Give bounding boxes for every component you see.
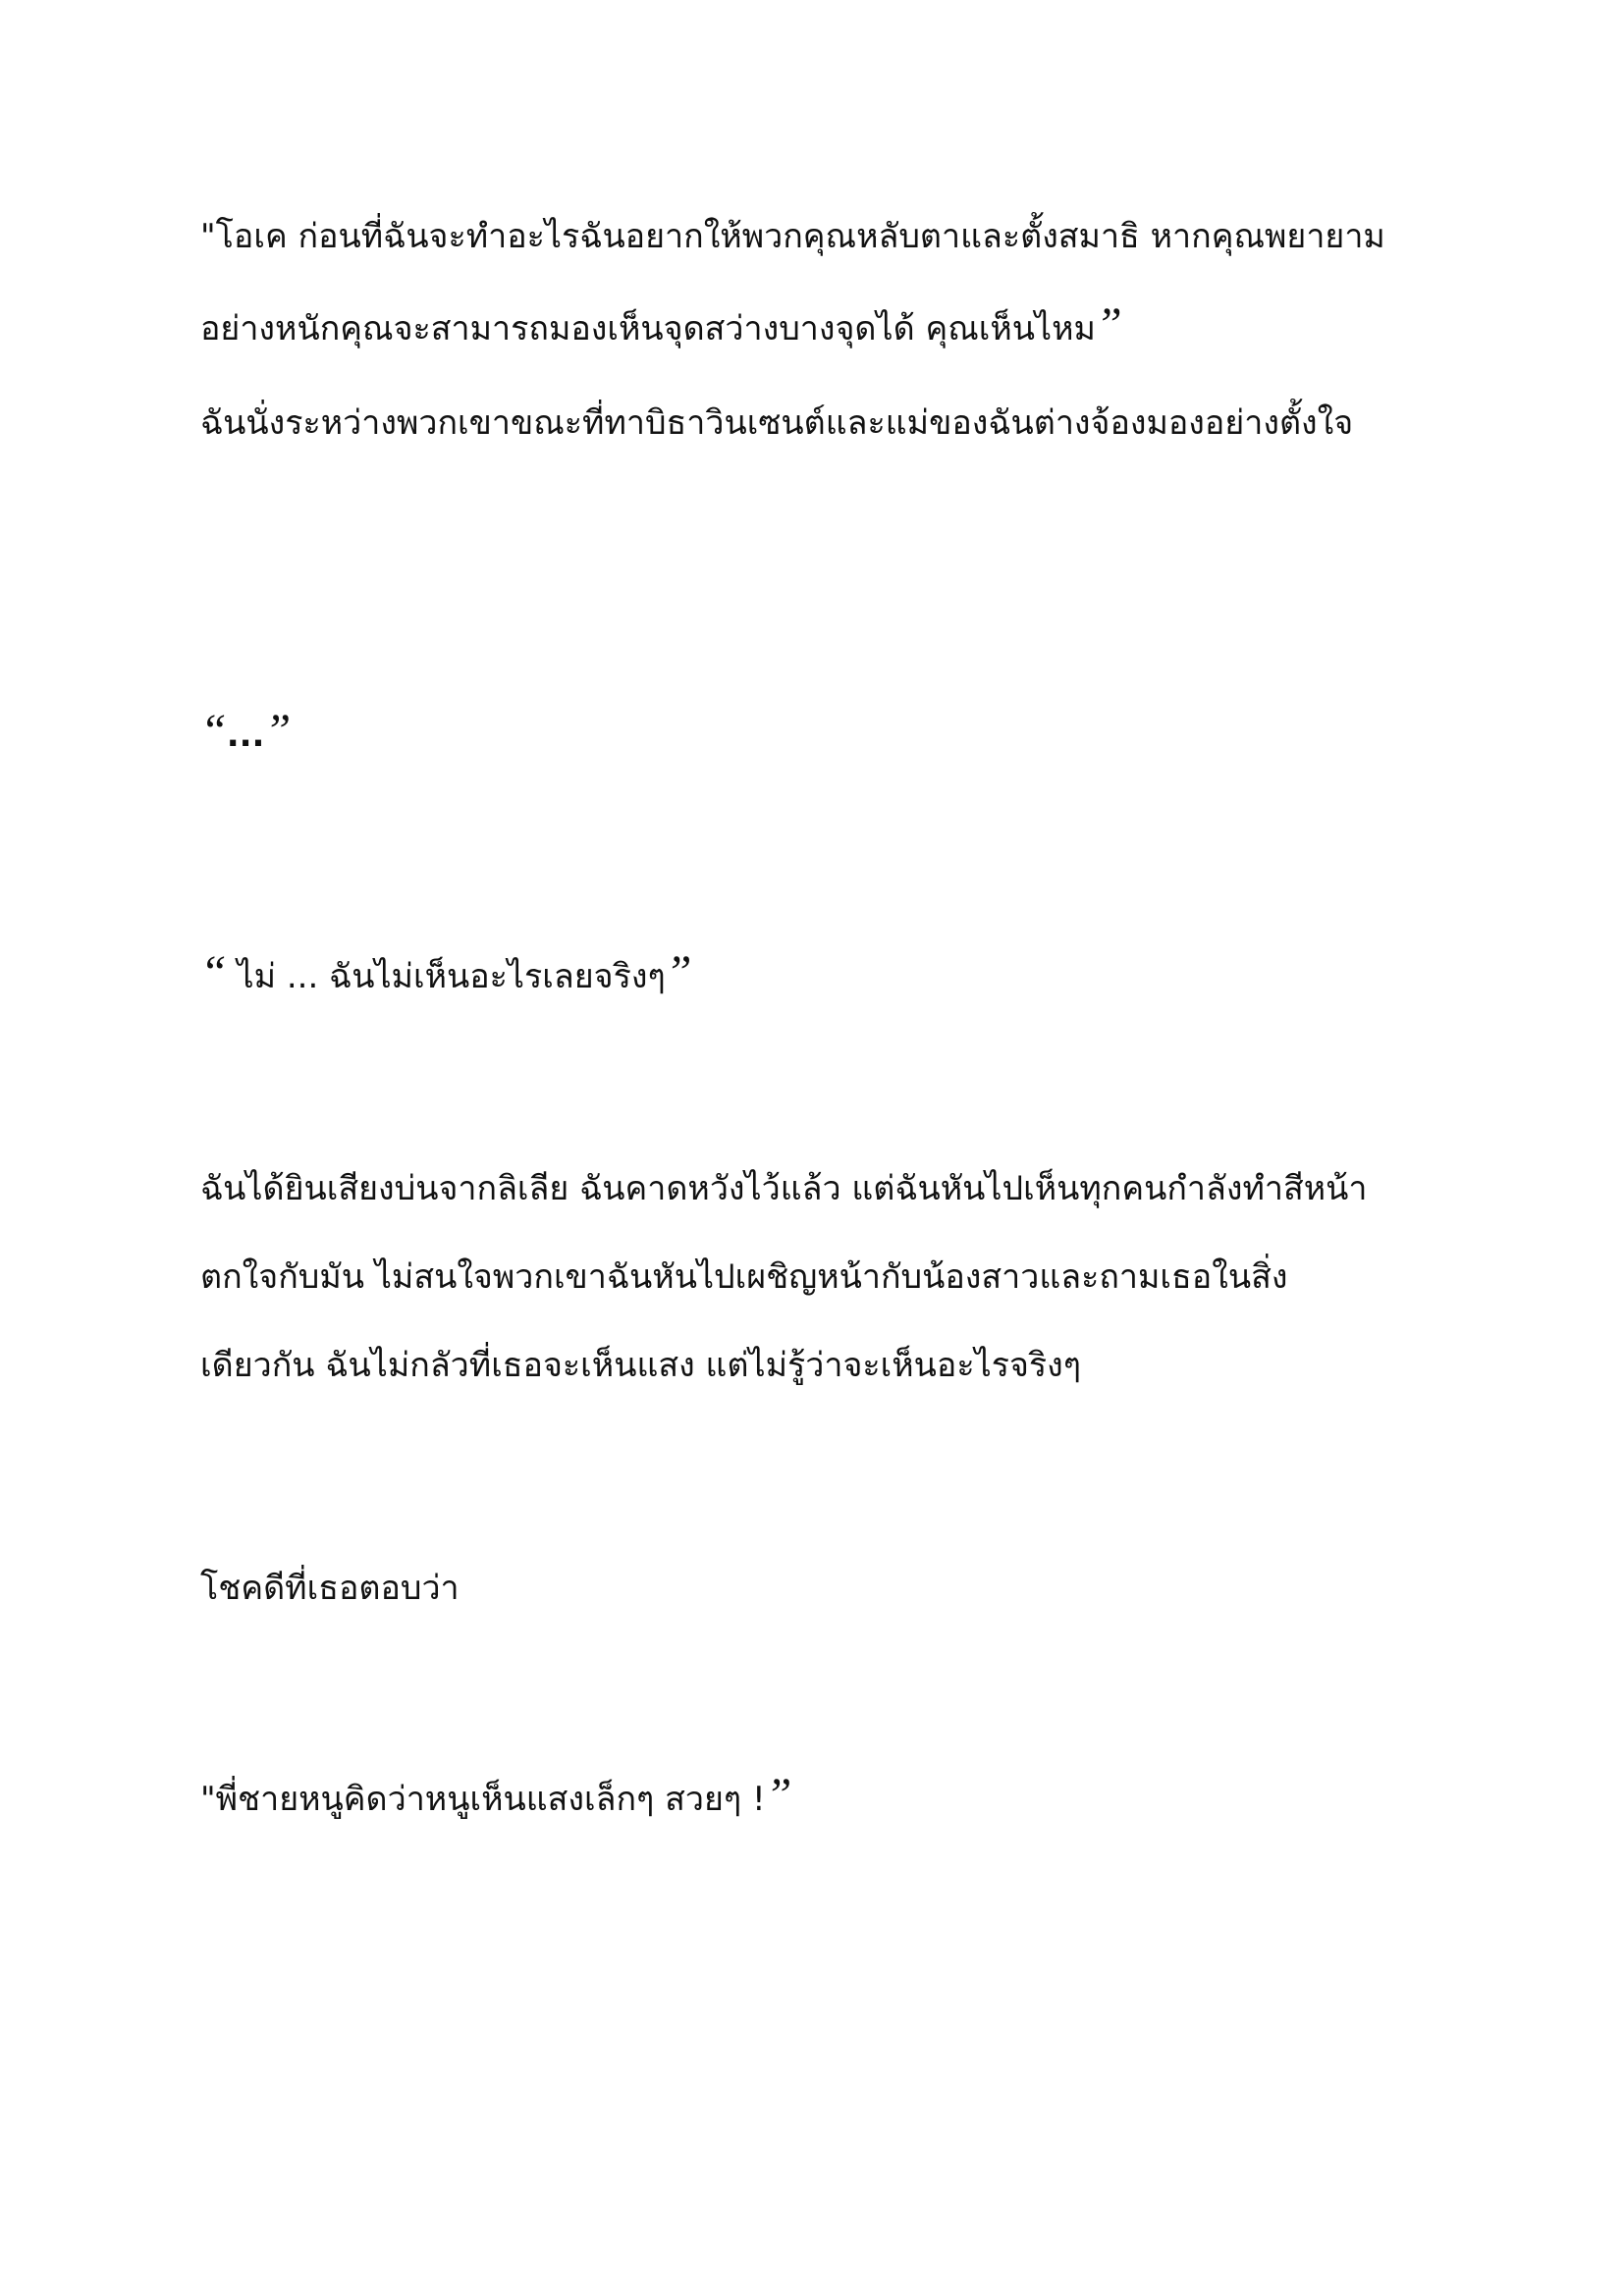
paragraph-2 — [200, 379, 1477, 467]
paragraph-6-line-1: โชคดีที่เธอตอบว่า — [200, 1569, 460, 1608]
closing-quote-mark: ” — [665, 946, 692, 998]
paragraph-1-line-2-text: อย่างหนักคุณจะสามารถมองเห็นจุดสว่างบางจุดได้ คุณเห็นไหม — [200, 309, 1096, 348]
paragraph-7-text: "พี่ชายหนูคิดว่าหนูเห็นแสงเล็กๆ สวยๆ ! — [200, 1780, 766, 1819]
ellipsis-text: ... — [226, 716, 265, 755]
opening-quote-mark: “ — [200, 705, 227, 757]
paragraph-5 — [200, 1145, 1477, 1410]
paragraph-5-line-1: ฉันได้ยินเสียงบ่นจากลิเลีย ฉันคาดหวังไว้แล้ว แต่ฉันหันไปเห็นทุกคนกำลังทำสีหน้า — [200, 1169, 1368, 1208]
paragraph-3-line-1 — [200, 687, 1477, 775]
paragraph-4-line-1 — [200, 929, 1477, 1017]
paragraph-3 — [200, 687, 1477, 775]
opening-quote-mark: “ — [200, 946, 227, 998]
paragraph-2-line-1: ฉันนั่งระหว่างพวกเขาขณะที่ทาบิธาวินเซนต์และแม่ของฉันต่างจ้องมองอย่างตั้งใจ — [200, 403, 1354, 443]
paragraph-4-text: ไม่ ... ฉันไม่เห็นอะไรเลยจริงๆ — [226, 957, 666, 996]
paragraph-5-line-3: เดียวกัน ฉันไม่กลัวที่เธอจะเห็นแสง แต่ไม่รู้ว่าจะเห็นอะไรจริงๆ — [200, 1346, 1082, 1385]
paragraph-1-line-1: "โอเค ก่อนที่ฉันจะทำอะไรฉันอยากให้พวกคุณหลับตาและตั้งสมาธิ หากคุณพยายาม — [200, 217, 1385, 256]
paragraph-7-line-1 — [200, 1751, 1477, 1840]
paragraph-7 — [200, 1751, 1477, 1840]
paragraph-6 — [200, 1544, 1477, 1632]
paragraph-4 — [200, 929, 1477, 1017]
closing-quote-mark: ” — [765, 1769, 792, 1821]
paragraph-1 — [200, 192, 1477, 369]
closing-quote-mark: ” — [1095, 298, 1122, 350]
paragraph-5-line-2: ตกใจกับมัน ไม่สนใจพวกเขาฉันหันไปเผชิญหน้ากับน้องสาวและถามเธอในสิ่ง — [200, 1257, 1288, 1297]
paragraph-1-line-2 — [200, 281, 1477, 369]
closing-quote-mark: ” — [264, 705, 292, 757]
